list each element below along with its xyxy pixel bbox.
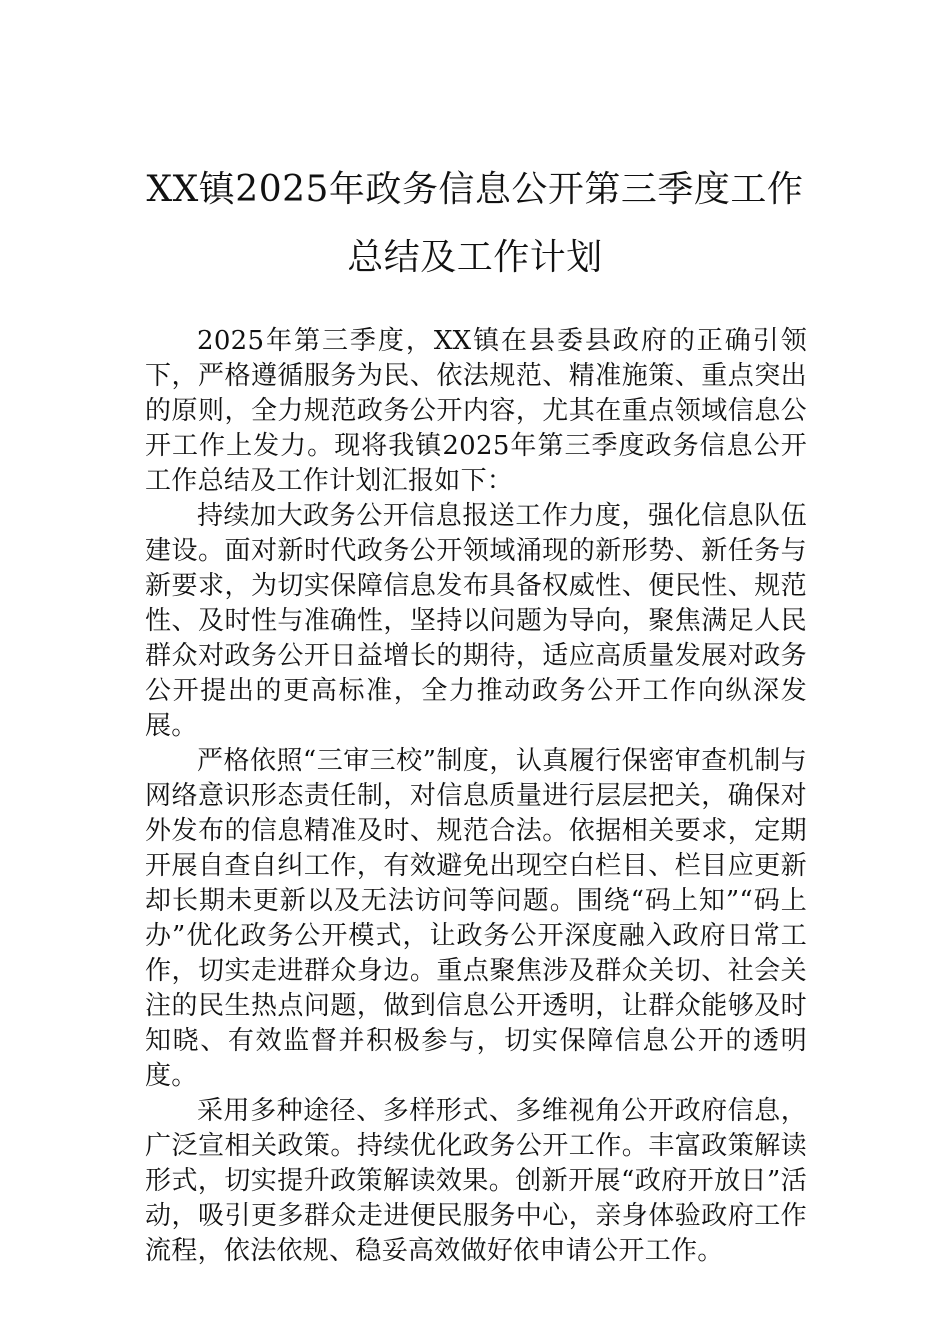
paragraph-intro: 2025年第三季度，XX镇在县委县政府的正确引领下，严格遵循服务为民、依法规范、精准施策、重点突出的原则，全力规范政务公开内容，尤其在重点领域信息公开工作上发力。现将我镇2025年第三季度政务信息公开工作总结及工作计划汇报如下：	[145, 326, 807, 496]
paragraph-disclosure-channels: 采用多种途径、多样形式、多维视角公开政府信息，广泛宣相关政策。持续优化政务公开工作。丰富政策解读形式，切实提升政策解读效果。创新开展“政府开放日”活动，吸引更多群众走进便民服务中心，亲身体验政府工作流程，依法依规、稳妥高效做好依申请公开工作。	[145, 1096, 807, 1266]
document-title-line-2: 总结及工作计划	[347, 237, 603, 278]
paragraph-review-system: 严格依照“三审三校”制度，认真履行保密审查机制与网络意识形态责任制，对信息质量进行层层把关，确保对外发布的信息精准及时、规范合法。依据相关要求，定期开展自查自纠工作，有效避免出现空白栏目、栏目应更新却长期未更新以及无法访问等问题。围绕“码上知”“码上办”优化政务公开模式，让政务公开深度融入政府日常工作，切实走进群众身边。重点聚焦涉及群众关切、社会关注的民生热点问题，做到信息公开透明，让群众能够及时知晓、有效监督并积极参与，切实保障信息公开的透明度。	[145, 746, 807, 1091]
paragraph-info-reporting: 持续加大政务公开信息报送工作力度，强化信息队伍建设。面对新时代政务公开领域涌现的新形势、新任务与新要求，为切实保障信息发布具备权威性、便民性、规范性、及时性与准确性，坚持以问题为导向，聚焦满足人民群众对政务公开日益增长的期待，适应高质量发展对政务公开提出的更高标准，全力推动政务公开工作向纵深发展。	[145, 501, 807, 741]
document-title-line-1: XX镇2025年政务信息公开第三季度工作	[146, 169, 804, 210]
document-body	[145, 324, 807, 1269]
